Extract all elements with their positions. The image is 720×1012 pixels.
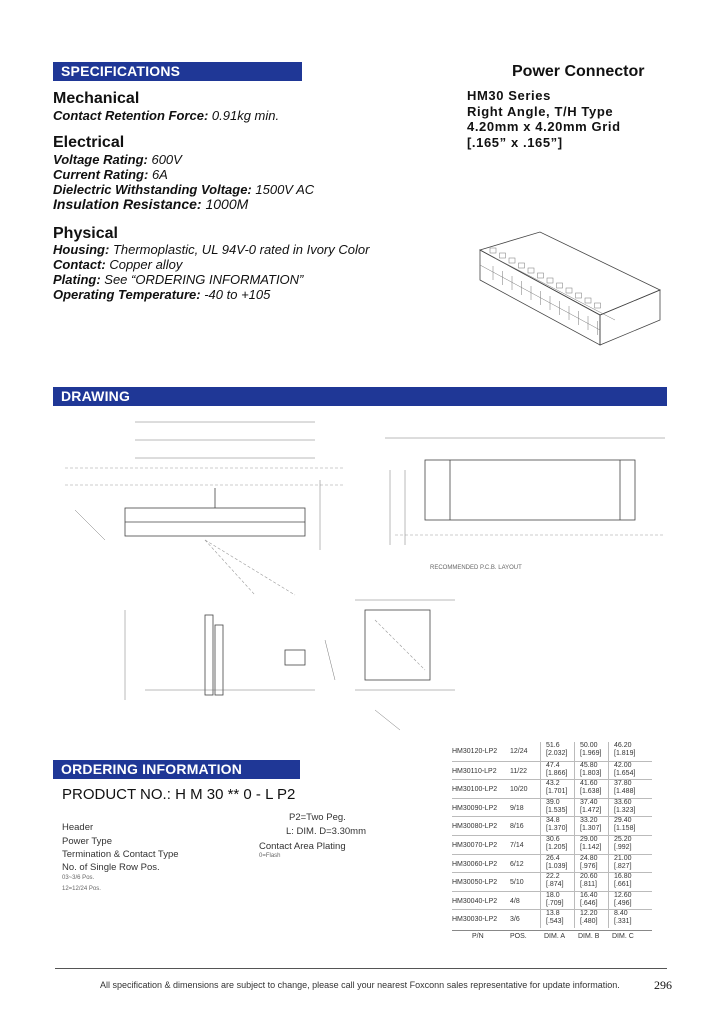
table-cell: [1.370] bbox=[546, 825, 568, 833]
ordering-plating: Contact Area Plating bbox=[259, 841, 346, 852]
table-cell: 4/8 bbox=[510, 897, 520, 905]
connector-cavity bbox=[595, 303, 601, 308]
table-cell: [1.638] bbox=[580, 788, 602, 796]
table-cell: 3/6 bbox=[510, 916, 520, 924]
table-cell: [.496] bbox=[614, 899, 632, 907]
table-cell: [1.488] bbox=[614, 788, 636, 796]
front-view bbox=[65, 422, 345, 595]
table-cell: HM30090-LP2 bbox=[452, 804, 498, 812]
table-divider bbox=[574, 742, 575, 928]
connector-illustration bbox=[470, 220, 670, 350]
retention-force-value: 0.91kg min. bbox=[208, 108, 280, 123]
table-cell: 6/12 bbox=[510, 860, 524, 868]
table-cell: 46.20 bbox=[614, 742, 632, 749]
current-rating-value: 6A bbox=[148, 167, 168, 182]
table-cell: 12/24 bbox=[510, 748, 528, 755]
table-cell: 16.80 bbox=[614, 873, 632, 881]
product-title: Power Connector bbox=[512, 63, 645, 80]
table-cell: 26.4 bbox=[546, 854, 560, 862]
table-row bbox=[452, 872, 652, 892]
housing-label: Housing: bbox=[53, 242, 110, 257]
table-cell: 33.60 bbox=[614, 798, 632, 806]
product-number: PRODUCT NO.: H M 30 ** 0 - L P2 bbox=[62, 786, 296, 803]
technical-drawing bbox=[55, 410, 675, 740]
table-cell: 22.2 bbox=[546, 873, 560, 881]
table-cell: 13.8 bbox=[546, 910, 560, 918]
table-row bbox=[452, 909, 652, 929]
contact-value: Copper alloy bbox=[105, 257, 183, 272]
retention-force-label: Contact Retention Force: bbox=[53, 108, 209, 123]
table-cell: 37.80 bbox=[614, 780, 632, 788]
connector-cavity bbox=[528, 268, 534, 273]
ordering-p2: P2=Two Peg. bbox=[289, 812, 346, 823]
table-row bbox=[452, 798, 652, 818]
table-cell: 20.60 bbox=[580, 873, 598, 881]
insulation-label: Insulation Resistance: bbox=[53, 196, 202, 212]
voltage-rating-label: Voltage Rating: bbox=[53, 152, 148, 167]
insulation-value: 1000M bbox=[201, 196, 249, 212]
retention-force-spec bbox=[53, 108, 279, 123]
insulation-spec bbox=[53, 196, 248, 212]
specifications-bar: SPECIFICATIONS bbox=[53, 62, 302, 81]
plating-spec bbox=[53, 272, 303, 287]
ordering-header: Header bbox=[62, 822, 94, 833]
table-cell: 11/22 bbox=[510, 767, 527, 775]
product-type: Right Angle, T/H Type bbox=[467, 103, 614, 119]
ordering-power-type: Power Type bbox=[62, 836, 112, 847]
table-cell: [.976] bbox=[580, 862, 598, 870]
table-cell: [.811] bbox=[580, 881, 597, 889]
table-header: DIM. B bbox=[578, 933, 600, 940]
plating-label: Plating: bbox=[53, 272, 101, 287]
voltage-rating-spec bbox=[53, 152, 182, 167]
housing-value: Thermoplastic, UL 94V-0 rated in Ivory Color bbox=[109, 242, 370, 257]
table-row bbox=[452, 761, 652, 781]
table-cell: [1.535] bbox=[546, 806, 568, 814]
table-header: POS. bbox=[510, 933, 527, 940]
table-cell: [1.472] bbox=[580, 806, 602, 814]
table-cell: HM30100-LP2 bbox=[452, 786, 498, 794]
table-cell: 12.60 bbox=[614, 891, 632, 899]
table-cell: HM30050-LP2 bbox=[452, 879, 498, 887]
product-grid-in: [.165” x .165”] bbox=[467, 134, 563, 150]
table-cell: HM30120-LP2 bbox=[452, 748, 498, 755]
table-cell: 30.6 bbox=[546, 836, 560, 843]
table-cell: 43.2 bbox=[546, 780, 560, 788]
temperature-label: Operating Temperature: bbox=[53, 287, 201, 302]
pcb-layout-caption: RECOMMENDED P.C.B. LAYOUT bbox=[430, 565, 522, 571]
connector-cavity bbox=[519, 263, 525, 268]
table-cell: 41.60 bbox=[580, 780, 598, 788]
table-cell: HM30030-LP2 bbox=[452, 916, 498, 924]
table-cell: HM30040-LP2 bbox=[452, 897, 498, 905]
ordering-pos-range-1: 03~3/6 Pos. bbox=[62, 875, 95, 881]
table-cell: 25.20 bbox=[614, 836, 632, 843]
ordering-pos-range-2: 12=12/24 Pos. bbox=[62, 886, 101, 892]
contact-label: Contact: bbox=[53, 257, 106, 272]
plating-value: See “ORDERING INFORMATION” bbox=[100, 272, 304, 287]
end-view bbox=[125, 610, 335, 700]
table-cell: [.992] bbox=[614, 844, 632, 851]
table-cell: [1.039] bbox=[546, 862, 568, 870]
ordering-termination: Termination & Contact Type bbox=[62, 849, 179, 860]
table-cell: [.661] bbox=[614, 881, 632, 889]
table-row bbox=[452, 835, 652, 855]
table-cell: [1.819] bbox=[614, 750, 636, 757]
physical-heading: Physical bbox=[53, 225, 118, 242]
table-cell: 42.00 bbox=[614, 761, 632, 769]
connector-cavity bbox=[500, 253, 506, 258]
connector-cavity bbox=[585, 298, 591, 303]
contact-spec bbox=[53, 257, 182, 272]
table-cell: [2.032] bbox=[546, 750, 568, 757]
housing-spec bbox=[53, 242, 369, 257]
temperature-spec bbox=[53, 287, 270, 302]
table-header: DIM. A bbox=[544, 933, 566, 940]
table-cell: 12.20 bbox=[580, 910, 598, 918]
table-cell: HM30060-LP2 bbox=[452, 860, 498, 868]
drawing-bar: DRAWING bbox=[53, 387, 667, 406]
table-row bbox=[452, 779, 652, 799]
table-cell: [1.969] bbox=[580, 750, 602, 757]
ordering-bar: ORDERING INFORMATION bbox=[53, 760, 300, 779]
table-cell: [.480] bbox=[580, 918, 598, 926]
table-cell: 51.6 bbox=[546, 742, 560, 749]
table-cell: [1.654] bbox=[614, 769, 636, 777]
current-rating-spec bbox=[53, 167, 168, 182]
table-cell: 29.00 bbox=[580, 836, 598, 843]
table-cell: 24.80 bbox=[580, 854, 598, 862]
connector-cavities bbox=[490, 248, 601, 335]
table-cell: [.874] bbox=[546, 881, 564, 889]
table-cell: [.646] bbox=[580, 899, 598, 907]
footer-note: All specification & dimensions are subject to change, please call your nearest Foxconn sales representative for update information. bbox=[100, 980, 620, 990]
table-cell: [.331] bbox=[614, 918, 632, 926]
table-cell: [1.142] bbox=[580, 844, 602, 851]
connector-cavity bbox=[538, 273, 544, 278]
table-cell: 50.00 bbox=[580, 742, 598, 749]
table-row bbox=[452, 891, 652, 911]
dielectric-spec bbox=[53, 182, 314, 197]
ordering-plating-sub: 0=Flash bbox=[259, 853, 281, 859]
table-divider bbox=[608, 742, 609, 928]
table-cell: 16.40 bbox=[580, 891, 598, 899]
table-cell: 39.0 bbox=[546, 798, 560, 806]
page-number: 296 bbox=[654, 978, 672, 992]
table-cell: 33.20 bbox=[580, 817, 598, 825]
table-cell: 9/18 bbox=[510, 804, 524, 812]
ordering-dim: L: DIM. D=3.30mm bbox=[286, 826, 366, 837]
table-cell: HM30080-LP2 bbox=[452, 823, 498, 831]
table-cell: [1.323] bbox=[614, 806, 636, 814]
connector-cavity bbox=[547, 278, 553, 283]
table-cell: 37.40 bbox=[580, 798, 598, 806]
side-view bbox=[385, 438, 665, 545]
temperature-value: -40 to +105 bbox=[200, 287, 271, 302]
table-cell: 21.00 bbox=[614, 854, 632, 862]
table-cell: [1.701] bbox=[546, 788, 568, 796]
table-cell: 18.0 bbox=[546, 891, 560, 899]
electrical-heading: Electrical bbox=[53, 134, 125, 151]
table-cell: [.543] bbox=[546, 918, 564, 926]
table-cell: [1.866] bbox=[546, 769, 568, 777]
table-cell: 47.4 bbox=[546, 761, 560, 769]
table-cell: 10/20 bbox=[510, 786, 528, 794]
voltage-rating-value: 600V bbox=[147, 152, 182, 167]
table-cell: [.709] bbox=[546, 899, 564, 907]
dimension-table bbox=[452, 742, 652, 947]
connector-cavity bbox=[566, 288, 572, 293]
table-cell: HM30070-LP2 bbox=[452, 842, 498, 849]
connector-cavity bbox=[490, 248, 496, 253]
connector-outline bbox=[480, 232, 660, 345]
pcb-layout-view bbox=[355, 600, 455, 730]
footer-rule bbox=[55, 968, 667, 969]
table-divider bbox=[540, 742, 541, 928]
table-cell: 45.80 bbox=[580, 761, 598, 769]
table-cell: 29.40 bbox=[614, 817, 632, 825]
table-header: P/N bbox=[472, 933, 484, 940]
table-cell: 7/14 bbox=[510, 842, 524, 849]
table-cell: HM30110-LP2 bbox=[452, 767, 497, 775]
dielectric-label: Dielectric Withstanding Voltage: bbox=[53, 182, 252, 197]
table-cell: [.827] bbox=[614, 862, 632, 870]
table-cell: [1.158] bbox=[614, 825, 636, 833]
dielectric-value: 1500V AC bbox=[251, 182, 315, 197]
table-cell: 8.40 bbox=[614, 910, 628, 918]
table-row bbox=[452, 854, 652, 874]
table-cell: 8/16 bbox=[510, 823, 524, 831]
table-cell: [1.307] bbox=[580, 825, 602, 833]
table-header: DIM. C bbox=[612, 933, 634, 940]
connector-cavity bbox=[576, 293, 582, 298]
table-cell: [1.205] bbox=[546, 844, 568, 851]
table-cell: [1.803] bbox=[580, 769, 602, 777]
product-series-block bbox=[467, 88, 621, 150]
table-header-row bbox=[452, 930, 652, 940]
connector-cavity bbox=[509, 258, 515, 263]
mechanical-heading: Mechanical bbox=[53, 90, 140, 107]
table-cell: 5/10 bbox=[510, 879, 524, 887]
table-row bbox=[452, 742, 652, 761]
current-rating-label: Current Rating: bbox=[53, 167, 149, 182]
connector-cavity bbox=[557, 283, 563, 288]
product-series: HM30 Series bbox=[467, 88, 551, 103]
table-cell: 34.8 bbox=[546, 817, 560, 825]
product-grid-mm: 4.20mm x 4.20mm Grid bbox=[467, 119, 621, 134]
table-row bbox=[452, 816, 652, 836]
ordering-no-pos: No. of Single Row Pos. bbox=[62, 862, 160, 873]
